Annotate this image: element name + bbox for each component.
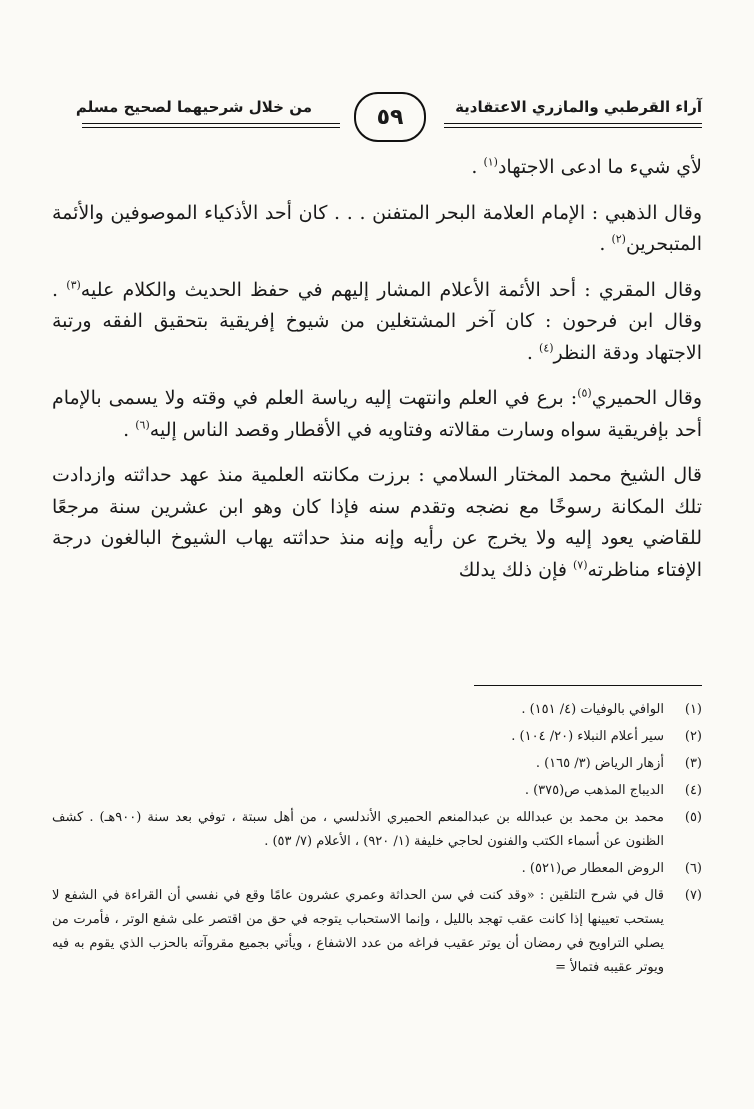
header-rule xyxy=(82,123,340,124)
footnote-ref: (١) xyxy=(483,155,498,169)
footnote xyxy=(52,806,702,854)
footnote-number: (٦) xyxy=(684,861,702,876)
paragraph-1: لأي شيء ما ادعى الاجتهاد$^{(١)}$ . xyxy=(471,155,702,178)
paragraph-3: وقال المقري : أحد الأئمة الأعلام المشار إليهم في حفظ الحديث والكلام عليه$^{(٣)}$ . وقال ابن فرحون : كان آخر المشتغلين من شيوخ إفريقية بتحقيق الفقه ورتبة الاجتهاد ودقة النظر$^{(٤)}$ . xyxy=(52,278,702,364)
footnote-ref: (٦) xyxy=(135,418,150,432)
footnote-text: أزهار الرياض (٣/ ١٦٥) . xyxy=(535,756,664,771)
footnote-number: (١) xyxy=(684,702,702,717)
header-rule xyxy=(444,123,702,124)
footnote-number: (٢) xyxy=(684,729,702,744)
footnote xyxy=(52,698,702,722)
footnote-text: سير أعلام النبلاء (٢٠/ ١٠٤) . xyxy=(511,729,664,744)
footnote xyxy=(52,752,702,776)
main-text xyxy=(52,152,702,600)
footnote-text: الوافي بالوفيات (٤/ ١٥١) . xyxy=(521,702,664,717)
footnote-ref: (٣) xyxy=(66,278,81,292)
footnote-ref: (٥) xyxy=(577,386,592,400)
header-rule xyxy=(82,127,340,128)
paragraph-2: وقال الذهبي : الإمام العلامة البحر المتفنن . . . كان أحد الأذكياء الموصوفين والأئمة المتبحرين$^{(٢)}$ . xyxy=(52,201,702,255)
paragraph-4: وقال الحميري$^{(٥)}$: برع في العلم وانتهت إليه رياسة العلم في وقته ولا يسمى بالإمام أحد بإفريقية سواه وسارت مقالاته وفتاويه في الأقطار وقصد الناس إليه$^{(٦)}$ . xyxy=(52,386,702,441)
footnote-text: الديباج المذهب ص(٣٧٥) . xyxy=(524,783,664,798)
page-number: ٥٩ xyxy=(354,92,426,142)
footnote-ref: (٢) xyxy=(611,232,626,246)
book-subtitle: من خلال شرحيهما لصحيح مسلم xyxy=(75,98,312,116)
footnote xyxy=(52,857,702,881)
footnotes xyxy=(52,698,702,983)
footnote-text: قال في شرح التلقين : «وقد كنت في سن الحداثة وعمري عشرون عامًا وقع في نفسي أن القراءة في الشفع لا يستحب تعيينها إذا كانت عقب تهجد بالليل ، وإنما الاستحباب يتوجه في حق من اقتصر على شفع الوتر ، فأمرت من يصلي التراويح في رمضان أن يوتر عقيب فراغه من عدد الاشفاع ، ويأتي بجميع مقروآته بالحزب الذي يقوم به فيه ويوتر عقيبه فتمالأ = xyxy=(52,888,664,975)
footnote-ref: (٤) xyxy=(539,341,554,355)
footnote-number: (٥) xyxy=(684,810,702,825)
footnote-number: (٧) xyxy=(684,888,702,903)
footnote xyxy=(52,779,702,803)
footnote-ref: (٧) xyxy=(573,558,588,572)
footnote-text: محمد بن محمد بن عبدالله بن عبدالمنعم الحميري الأندلسي ، من أهل سبتة ، توفي بعد سنة (٩٠٠هـ) . كشف الظنون عن أسماء الكتب والفنون لحاجي خليفة (١/ ٩٢٠) ، الأعلام (٧/ ٥٣) . xyxy=(52,810,664,849)
footnote-number: (٤) xyxy=(684,783,702,798)
running-header xyxy=(75,92,702,144)
footnote-number: (٣) xyxy=(684,756,702,771)
footnote xyxy=(52,884,702,980)
footnote-text: الروض المعطار ص(٥٢١) . xyxy=(521,861,664,876)
footnote xyxy=(52,725,702,749)
book-title: آراء القرطبي والمازري الاعتقادية xyxy=(455,98,702,116)
header-rule xyxy=(444,127,702,128)
paragraph-5: قال الشيخ محمد المختار السلامي : برزت مكانته العلمية منذ عهد حداثته وازدادت تلك المكانة رسوخًا مع نضجه وتقدم سنه فإذا كان وهو ابن عشرين سنة مرجعًا للقاضي يعود إليه ولا يخرج عن رأيه وإنه منذ حداثته يهاب الشيوخ البالغون درجة الإفتاء مناظرته$^{(٧)}$ فإن ذلك يدلك xyxy=(52,464,702,581)
footnote-separator xyxy=(474,685,702,686)
